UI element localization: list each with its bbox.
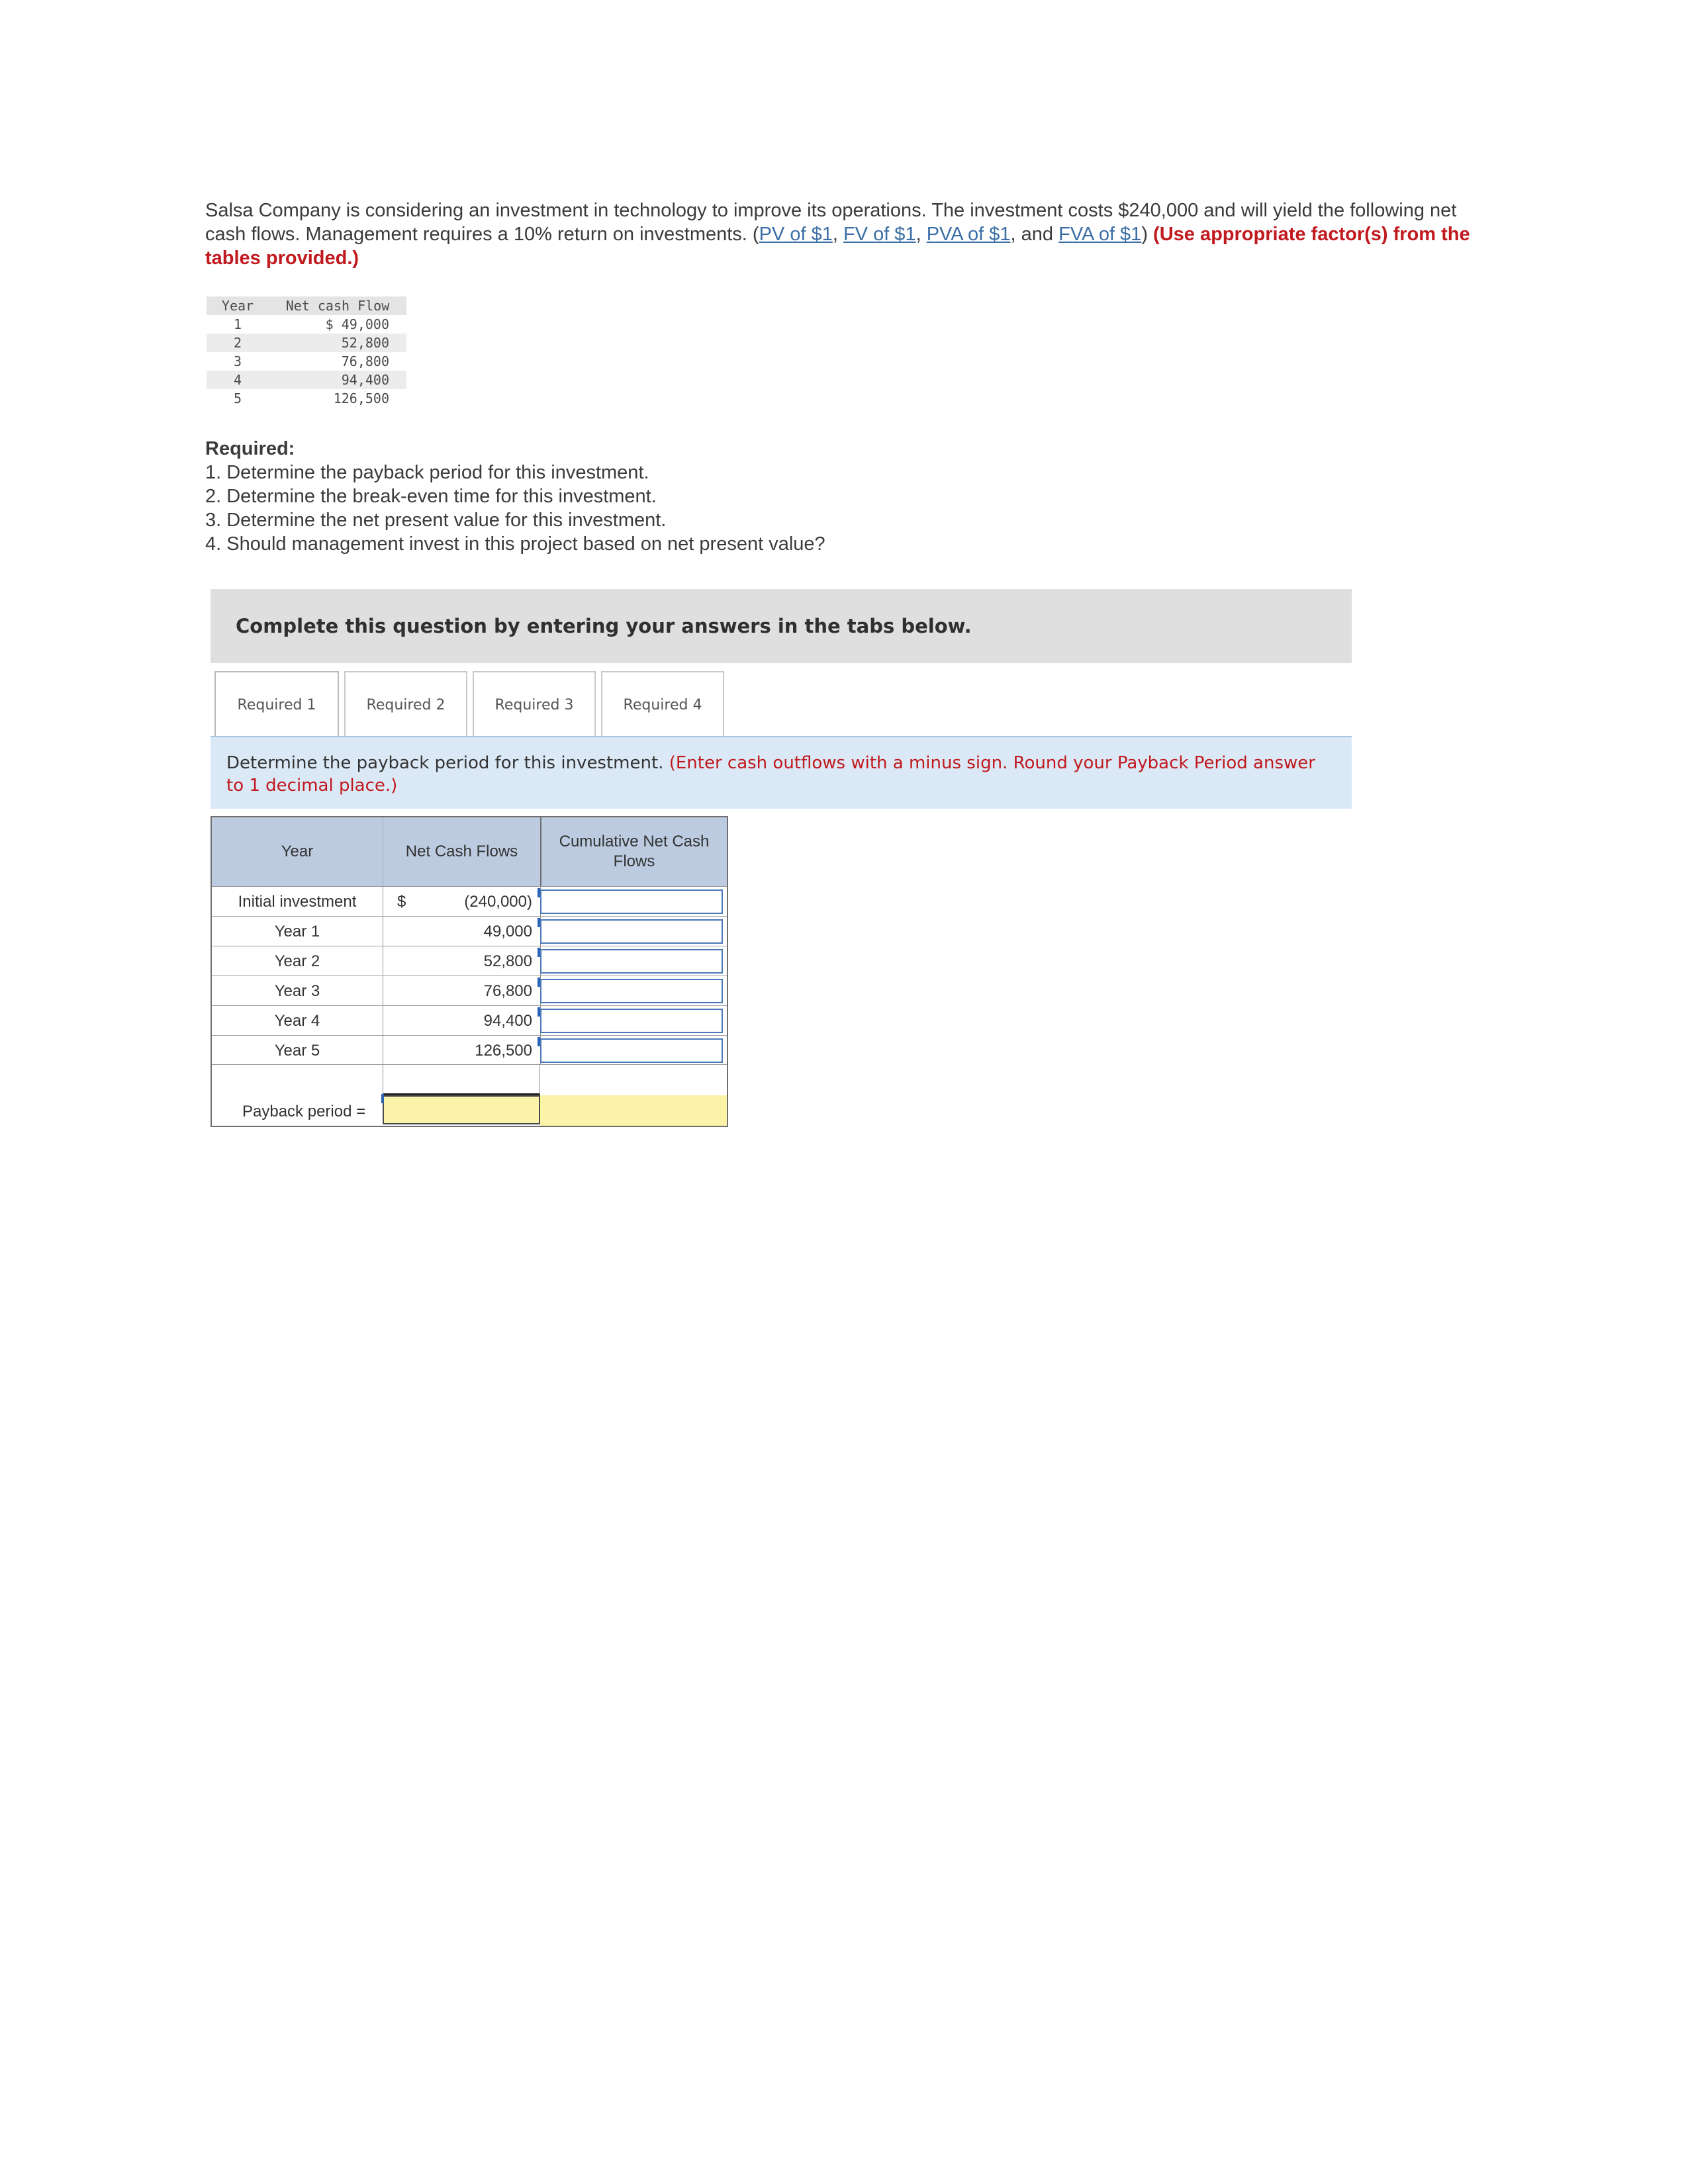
table-cell-year: 4 [207, 371, 269, 389]
separator: , [915, 224, 927, 245]
cumulative-input-year-3[interactable] [540, 979, 723, 1003]
net-cash-flow-table [207, 296, 406, 408]
required-heading: Required: [205, 438, 295, 459]
worksheet-header-cumulative: Cumulative Net Cash Flows [540, 817, 727, 886]
instructions-banner: Complete this question by entering your answers in the tabs below. [211, 589, 1352, 663]
worksheet-row [212, 1035, 727, 1066]
row-label: Year 1 [274, 923, 320, 940]
table-cell-flow: 76,800 [341, 353, 389, 369]
problem-text: Salsa Company is considering an investment in technology to improve its operations. The investment costs $240,000 and will yield the following net cash flows. Management requires a 10% return on investments. ( [205, 200, 1457, 245]
cumulative-input-year-1[interactable] [540, 919, 723, 944]
row-label: Year 4 [274, 1012, 320, 1030]
tab-required-4[interactable]: Required 4 [601, 671, 724, 737]
table-cell-year: 3 [233, 353, 242, 369]
row-label: Year 3 [274, 982, 320, 1000]
cumulative-input-year-2[interactable] [540, 949, 723, 974]
tab-instruction [211, 736, 1352, 809]
worksheet-row [212, 1005, 727, 1036]
payback-worksheet [211, 816, 728, 1127]
separator: , [832, 224, 843, 245]
net-cash-flow-value: 49,000 [483, 923, 532, 940]
payback-period-label: Payback period = [242, 1103, 366, 1120]
net-cash-flow-value: 52,800 [483, 952, 532, 970]
net-cash-flow-value: 94,400 [483, 1012, 532, 1030]
net-cash-flow-value: 76,800 [483, 982, 532, 1000]
row-label: Initial investment [238, 893, 357, 911]
net-cash-flow-value: 126,500 [475, 1042, 532, 1060]
link-fv-of-1[interactable]: FV of $1 [843, 224, 916, 245]
tab-required-1[interactable]: Required 1 [214, 671, 339, 737]
net-cash-flow-value: (240,000) [464, 893, 532, 911]
link-pv-of-1[interactable]: PV of $1 [759, 224, 833, 245]
blank-total-cell [383, 1064, 540, 1095]
cumulative-input-initial[interactable] [540, 889, 723, 914]
table-cell-flow: $ 49,000 [325, 316, 389, 332]
table-cell-flow: 52,800 [269, 334, 406, 352]
table-cell-year: 1 [233, 316, 242, 332]
required-item-4: 4. Should management invest in this project based on net present value? [205, 533, 825, 555]
tab-required-2[interactable]: Required 2 [344, 671, 467, 737]
currency-symbol: $ [397, 893, 406, 911]
cumulative-input-year-5[interactable] [540, 1038, 723, 1063]
problem-statement [205, 199, 1483, 270]
tab-bar [214, 671, 729, 737]
worksheet-row [212, 976, 727, 1006]
worksheet-row [212, 916, 727, 946]
table-cell-flow: 126,500 [333, 390, 389, 406]
payback-period-filler [540, 1095, 727, 1126]
worksheet-row [212, 886, 727, 917]
required-item-1: 1. Determine the payback period for this investment. [205, 462, 649, 483]
factor-note: (Use appropriate factor(s) from the tables provided.) [205, 224, 1470, 269]
link-pva-of-1[interactable]: PVA of $1 [926, 224, 1011, 245]
required-item-2: 2. Determine the break-even time for this investment. [205, 486, 657, 507]
tab-required-3[interactable]: Required 3 [473, 671, 596, 737]
requirements-list [205, 437, 825, 556]
instruction-text: Determine the payback period for this investment. [226, 753, 669, 773]
separator: ) [1141, 224, 1154, 245]
separator: , and [1010, 224, 1059, 245]
worksheet-header-year: Year [212, 817, 383, 886]
row-label: Year 2 [274, 952, 320, 970]
payback-period-input[interactable] [383, 1095, 540, 1124]
worksheet-row [212, 946, 727, 976]
table-cell-flow: 94,400 [269, 371, 406, 389]
column-header-net-cash-flow: Net cash Flow [269, 296, 406, 315]
table-cell-year: 2 [207, 334, 269, 352]
table-cell-year: 5 [233, 390, 242, 406]
instruction-note: (Enter cash outflows with a minus sign. Round your Payback Period answer to 1 decimal place.) [226, 753, 1315, 796]
required-item-3: 3. Determine the net present value for this investment. [205, 510, 667, 531]
link-fva-of-1[interactable]: FVA of $1 [1058, 224, 1142, 245]
column-header-year: Year [207, 296, 269, 315]
row-label: Year 5 [274, 1042, 320, 1060]
worksheet-header-net-cash-flows: Net Cash Flows [383, 817, 540, 886]
cumulative-input-year-4[interactable] [540, 1009, 723, 1033]
